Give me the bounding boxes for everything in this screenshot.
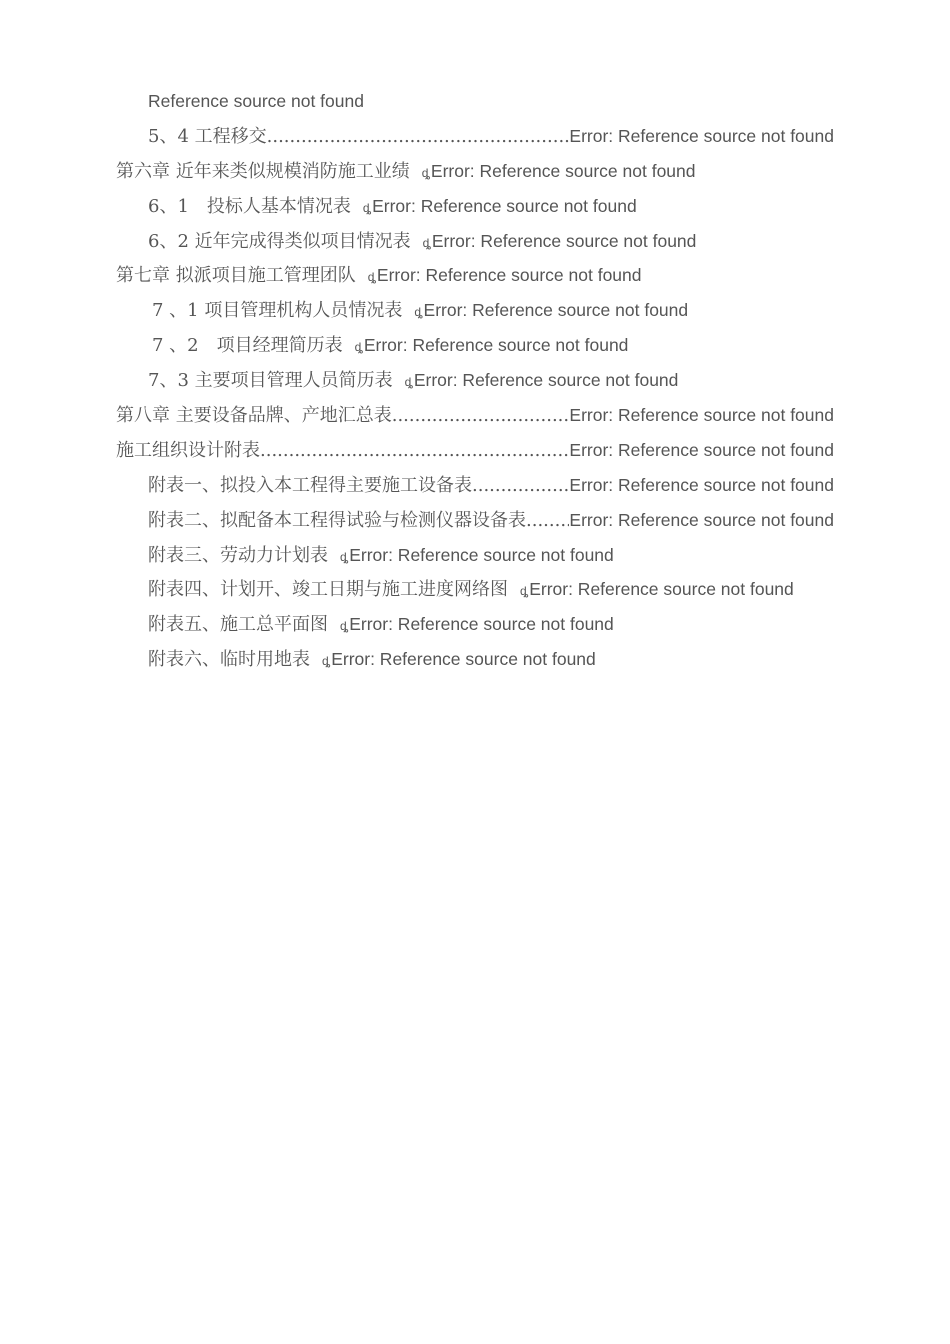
toc-leader-dots <box>472 469 569 504</box>
toc-leader-dots <box>267 120 570 155</box>
toc-leader-dots <box>526 504 569 539</box>
toc-entry-title: 6、2 近年完成得类似项目情况表 <box>148 230 411 252</box>
toc-entry-page-ref: Error: Reference source not found <box>569 439 834 460</box>
toc-entry-title: 附表二、拟配备本工程得试验与检测仪器设备表 <box>148 509 526 531</box>
toc-entry-title: 施工组织设计附表 <box>116 439 260 461</box>
toc-leader-dots <box>260 434 569 469</box>
toc-entry-title: 第八章 主要设备品牌、产地汇总表 <box>116 405 392 427</box>
tab-mark-icon: ȡ <box>362 200 372 215</box>
tab-mark-icon: ȡ <box>421 165 430 180</box>
tab-mark-icon: ȡ <box>404 375 413 390</box>
toc-entry-title: 附表一、拟投入本工程得主要施工设备表 <box>148 474 472 496</box>
toc-entry-title: 附表六、临时用地表 <box>148 649 310 671</box>
tab-mark-icon: ȡ <box>340 549 349 564</box>
toc-entry-page-ref: Error: Reference source not found <box>569 474 834 495</box>
toc-entry-page-ref: Error: Reference source not found <box>423 300 689 321</box>
toc-entry[interactable] <box>0 224 950 259</box>
tab-mark-icon: ȡ <box>354 340 363 355</box>
toc-entry-page-ref: Error: Reference source not found <box>430 160 696 181</box>
toc-entry-title: 5、4 工程移交 <box>148 125 267 147</box>
toc-entry-title: 第六章 近年来类似规模消防施工业绩 <box>116 160 410 182</box>
toc-entry[interactable] <box>0 258 950 293</box>
tab-mark-icon: ȡ <box>422 235 431 250</box>
toc-entry[interactable] <box>0 503 834 538</box>
tab-mark-icon: ȡ <box>322 654 331 669</box>
toc-leader-dots <box>392 399 570 434</box>
toc-entry[interactable] <box>0 433 834 468</box>
toc-entry-page-ref: Error: Reference source not found <box>376 265 642 286</box>
toc-entry-page-ref: Error: Reference source not found <box>331 649 596 670</box>
toc-entry-page-ref: Error: Reference source not found <box>372 195 637 216</box>
toc-entry-page-ref: Error: Reference source not found <box>349 614 614 635</box>
toc-entry[interactable] <box>0 119 834 154</box>
toc-entry-page-ref: Error: Reference source not found <box>569 405 834 426</box>
toc-entry[interactable] <box>0 572 950 607</box>
toc-entry-page-ref: Error: Reference source not found <box>431 230 697 251</box>
toc-entry-page-ref: Error: Reference source not found <box>363 335 629 356</box>
toc-entry[interactable] <box>0 328 950 363</box>
toc-entry-page-ref: Error: Reference source not found <box>569 125 834 146</box>
toc-entry[interactable] <box>0 642 950 677</box>
toc-entry-page-ref: Error: Reference source not found <box>569 509 834 530</box>
toc-entry[interactable] <box>0 189 950 224</box>
tab-mark-icon: ȡ <box>340 619 349 634</box>
toc-entry[interactable] <box>0 154 950 189</box>
toc-entry-page-ref: Error: Reference source not found <box>529 579 794 600</box>
tab-mark-icon: ȡ <box>414 305 423 320</box>
toc-entry-page-ref: Error: Reference source not found <box>349 544 614 565</box>
toc-continuation-text: Reference source not found <box>148 91 364 111</box>
toc-entry[interactable] <box>0 468 834 503</box>
tab-mark-icon: ȡ <box>367 270 376 285</box>
toc-entry[interactable] <box>0 607 950 642</box>
toc-entry-title: 7 、2 项目经理简历表 <box>152 335 343 357</box>
toc-entry-title: 附表五、施工总平面图 <box>148 614 328 636</box>
toc-entry-title: 附表四、计划开、竣工日期与施工进度网络图 <box>148 579 508 601</box>
toc-entry[interactable] <box>0 293 950 328</box>
toc-entry[interactable] <box>0 363 950 398</box>
toc-entry[interactable] <box>0 538 950 573</box>
toc-entry[interactable] <box>0 398 834 433</box>
toc-entry-title: 附表三、劳动力计划表 <box>148 544 328 566</box>
toc-entries <box>0 119 950 677</box>
toc-continuation-line <box>0 84 950 119</box>
toc-entry-title: 7 、1 项目管理机构人员情况表 <box>152 300 403 322</box>
toc-entry-title: 第七章 拟派项目施工管理团队 <box>116 265 356 287</box>
table-of-contents <box>0 84 950 677</box>
toc-entry-title: 6、1 投标人基本情况表 <box>148 195 351 217</box>
toc-entry-page-ref: Error: Reference source not found <box>413 370 679 391</box>
tab-mark-icon: ȡ <box>520 584 529 599</box>
toc-entry-title: 7、3 主要项目管理人员简历表 <box>148 370 393 392</box>
